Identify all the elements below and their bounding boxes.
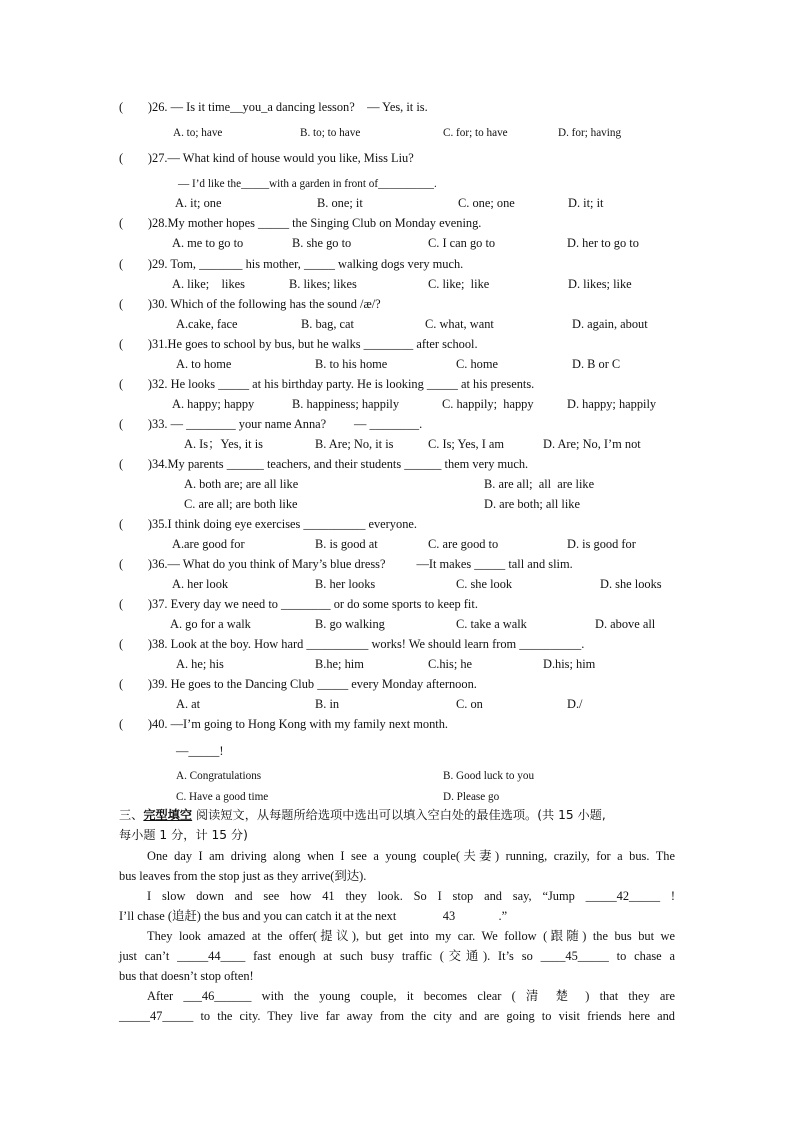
q40-option-b: B. Good luck to you: [443, 770, 535, 782]
q27-option-c: C. one; one: [458, 196, 515, 210]
q26-option-a: A. to; have: [173, 127, 223, 139]
question-27-stem2: — I’d like the_____with a garden in front of__________.: [178, 178, 437, 190]
question-26-stem: ( )26. — Is it time__you_a dancing lesson? — Yes, it is.: [119, 100, 428, 114]
q33-option-d: D. Are; No, I’m not: [543, 437, 641, 451]
q36-option-c: C. she look: [456, 577, 513, 591]
section-heading: [119, 807, 606, 823]
passage-line-7: bus that doesn’t stop often!: [119, 969, 254, 983]
q30-option-b: B. bag, cat: [301, 317, 354, 331]
q27-option-d: D. it; it: [568, 196, 604, 210]
q26-option-b: B. to; to have: [300, 127, 361, 139]
question-35-stem: ( )35.I think doing eye exercises __________ everyone.: [119, 517, 417, 531]
q34-option-b: B. are all; all are like: [484, 477, 595, 491]
question-28-stem: ( )28.My mother hopes _____ the Singing Club on Monday evening.: [119, 216, 482, 230]
question-39-stem: ( )39. He goes to the Dancing Club _____ every Monday afternoon.: [119, 677, 477, 691]
question-30-stem: ( )30. Which of the following has the sound /æ/?: [119, 297, 381, 311]
q38-option-a: A. he; his: [176, 657, 224, 671]
q35-option-b: B. is good at: [315, 537, 378, 551]
q36-option-d: D. she looks: [600, 577, 662, 591]
q39-option-b: B. in: [315, 697, 340, 711]
q34-option-a: A. both are; are all like: [184, 477, 299, 491]
q37-option-a: A. go for a walk: [170, 617, 251, 631]
q40-option-a: A. Congratulations: [176, 770, 262, 782]
q30-option-a: A.cake, face: [176, 317, 238, 331]
q36-option-b: B. her looks: [315, 577, 376, 591]
question-40-stem: ( )40. —I’m going to Hong Kong with my family next month.: [119, 717, 449, 731]
question-32-stem: ( )32. He looks _____ at his birthday party. He is looking _____ at his presents.: [119, 377, 535, 391]
question-27-stem: ( )27.— What kind of house would you like, Miss Liu?: [119, 151, 414, 165]
q38-option-d: D.his; him: [543, 657, 596, 671]
q33-option-a: A. Is；Yes, it is: [184, 437, 263, 451]
q33-option-b: B. Are; No, it is: [315, 437, 394, 451]
question-38-stem: ( )38. Look at the boy. How hard __________ works! We should learn from __________.: [119, 637, 585, 651]
q34-option-d: D. are both; all like: [484, 497, 580, 511]
q29-option-c: C. like; like: [428, 277, 490, 291]
q29-option-a: A. like; likes: [172, 277, 245, 291]
q30-option-c: C. what, want: [425, 317, 494, 331]
q39-option-c: C. on: [456, 697, 483, 711]
q32-option-c: C. happily; happy: [442, 397, 534, 411]
question-36-stem: ( )36.— What do you think of Mary’s blue dress? —It makes _____ tall and slim.: [119, 557, 573, 571]
q29-option-b: B. likes; likes: [289, 277, 357, 291]
question-33-stem: ( )33. — ________ your name Anna? — ________.: [119, 417, 423, 431]
q38-option-b: B.he; him: [315, 657, 364, 671]
q40-option-c: C. Have a good time: [176, 791, 269, 803]
passage-line-5: They look amazed at the offer(提议), but get into my car. We follow (跟随) the bus but we: [147, 929, 675, 943]
question-40-stem2: —_____!: [176, 744, 224, 758]
q28-option-c: C. I can go to: [428, 236, 496, 250]
q40-option-d: D. Please go: [443, 791, 500, 803]
q36-option-a: A. her look: [172, 577, 229, 591]
q35-option-d: D. is good for: [567, 537, 636, 551]
q30-option-d: D. again, about: [572, 317, 648, 331]
section-number: 三、: [119, 808, 144, 822]
question-31-stem: ( )31.He goes to school by bus, but he walks ________ after school.: [119, 337, 478, 351]
question-29-stem: ( )29. Tom, _______ his mother, _____ walking dogs very much.: [119, 257, 464, 271]
q35-option-c: C. are good to: [428, 537, 499, 551]
q32-option-a: A. happy; happy: [172, 397, 255, 411]
passage-line-3: I slow down and see how 41 they look. So I stop and say, “Jump _____42_____ !: [147, 889, 675, 903]
q37-option-d: D. above all: [595, 617, 656, 631]
question-37-stem: ( )37. Every day we need to ________ or do some sports to keep fit.: [119, 597, 478, 611]
passage-line-1: One day I am driving along when I see a young couple(夫妻) running, crazily, for a bus. The: [147, 849, 675, 863]
question-34-stem: ( )34.My parents ______ teachers, and their students ______ them very much.: [119, 457, 529, 471]
q31-option-c: C. home: [456, 357, 498, 371]
q29-option-d: D. likes; like: [568, 277, 632, 291]
q35-option-a: A.are good for: [172, 537, 245, 551]
section-instructions-cont: 每小题 1 分，计 15 分): [119, 828, 248, 842]
passage-line-2: bus leaves from the stop just as they arrive(到达).: [119, 869, 367, 883]
q26-option-c: C. for; to have: [443, 127, 508, 139]
q37-option-b: B. go walking: [315, 617, 385, 631]
section-title: 完型填空: [143, 808, 193, 822]
q28-option-b: B. she go to: [292, 236, 352, 250]
q39-option-a: A. at: [176, 697, 201, 711]
passage-line-9: _____47_____ to the city. They live far away from the city and are going to visit friends here and: [119, 1009, 675, 1023]
q34-option-c: C. are all; are both like: [184, 497, 298, 511]
q27-option-a: A. it; one: [175, 196, 222, 210]
q32-option-b: B. happiness; happily: [292, 397, 400, 411]
q31-option-a: A. to home: [176, 357, 232, 371]
section-instructions: 阅读短文，从每题所给选项中选出可以填入空白处的最佳选项。(共 15 小题,: [196, 808, 606, 822]
q26-option-d: D. for; having: [558, 127, 622, 139]
q38-option-c: C.his; he: [428, 657, 473, 671]
q27-option-b: B. one; it: [317, 196, 363, 210]
passage-line-8: After ___46______ with the young couple, it becomes clear ( 清 楚 ) that they are: [147, 989, 675, 1003]
q28-option-a: A. me to go to: [172, 236, 244, 250]
q39-option-d: D./: [567, 697, 583, 711]
passage-line-4: I’ll chase (追赶) the bus and you can catch it at the next 43 .”: [119, 909, 508, 923]
q31-option-b: B. to his home: [315, 357, 388, 371]
q37-option-c: C. take a walk: [456, 617, 527, 631]
q32-option-d: D. happy; happily: [567, 397, 657, 411]
q33-option-c: C. Is; Yes, I am: [428, 437, 505, 451]
q28-option-d: D. her to go to: [567, 236, 639, 250]
q31-option-d: D. B or C: [572, 357, 621, 371]
passage-line-6: just can’t _____44____ fast enough at such busy traffic (交通). It’s so ____45_____ to chase a: [119, 949, 675, 963]
